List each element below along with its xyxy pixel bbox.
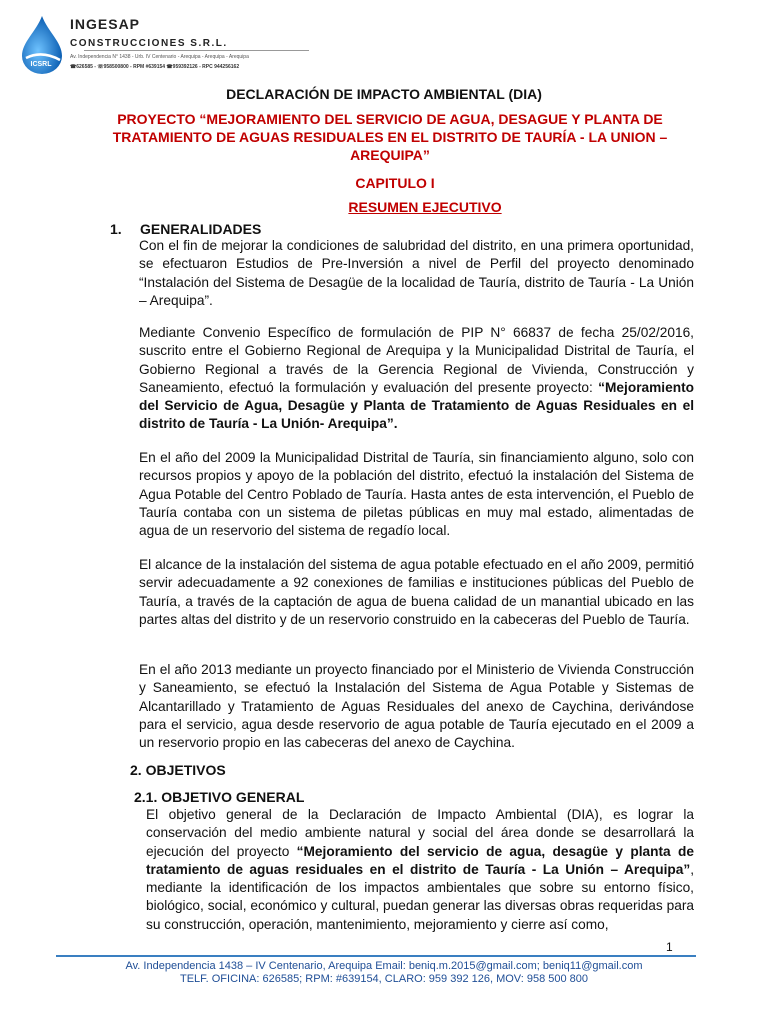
letterhead — [14, 14, 314, 84]
footer-divider — [56, 955, 696, 957]
paragraph-6-text-a: El objetivo general de la Declaración de Impacto Ambiental (DIA), es lograr la conservación del medio ambiente natural y social del área donde se desarrollará la ejecución del proyecto — [146, 807, 694, 859]
document-title: DECLARACIÓN DE IMPACTO AMBIENTAL (DIA) — [226, 86, 542, 102]
project-title: PROYECTO “MEJORAMIENTO DEL SERVICIO DE AGUA, DESAGUE Y PLANTA DE TRATAMIENTO DE AGUAS RESIDUALES EN EL DISTRITO DE TAURÍA - LA UNION – AREQUIPA” — [112, 111, 668, 163]
subsection-heading-objetivo-general: 2.1. OBJETIVO GENERAL — [134, 789, 305, 805]
paragraph-1: Con el fin de mejorar la condiciones de salubridad del distrito, en una primera oportunidad, se efectuaron Estudios de Pre-Inversión a nivel de Perfil del proyecto denominado “Instalación del Sistema de Desagüe de la localidad de Tauría, distrito de Tauría - La Unión – Arequipa”. — [139, 238, 694, 308]
paragraph-6 — [146, 806, 694, 934]
company-subtitle: CONSTRUCCIONES S.R.L. — [70, 38, 228, 49]
company-phones: ☎626585 - ☏958500800 - RPM #639154 ☎959392126 - RPC 944256162 — [70, 64, 240, 70]
company-address: Av. Independencia N° 1438 - Urb. IV Centenario - Arequipa - Arequipa - Arequipa — [70, 54, 249, 60]
chapter-heading: CAPITULO I — [355, 175, 435, 191]
paragraph-5: En el año 2013 mediante un proyecto financiado por el Ministerio de Vivienda Construcción y Saneamiento, se efectuó la Instalación del Sistema de Agua Potable y Sistemas de Alcantarillado y Tratamiento de Aguas Residuales del anexo de Caychina, derivándose para el servicio, agua desde reservorio de agua potable de Tauría ejecutado en el 2009 a un reservorio propio en las cabeceras del anexo de Caychina. — [139, 662, 694, 751]
section-heading-generalidades — [110, 221, 261, 237]
company-logo — [14, 14, 66, 74]
header-divider — [84, 50, 309, 51]
summary-heading: RESUMEN EJECUTIVO — [348, 199, 502, 215]
paragraph-6-text-c: , mediante la identificación de los impactos ambientales que sobre su entorno físico, biológico, social, económico y cultural, puedan generar las diversas obras requeridas para su construcción, operación, mantenimiento, mejoramiento y cierre así como, — [146, 861, 694, 932]
paragraph-3: En el año del 2009 la Municipalidad Distrital de Tauría, sin financiamiento alguno, solo con recursos propios y apoyo de la población del distrito, efectuó la instalación del Sistema de Agua Potable del Centro Poblado de Tauría. Hasta antes de esta intervención, el Pueblo de Tauría contaba con un sistema de piletas públicas en muy mal estado, alimentadas de agua de un reservorio del sistema de regadío local. — [139, 450, 694, 539]
paragraph-6-project-name: “Mejoramiento del servicio de agua, desagüe y planta de tratamiento de aguas residuales en el distrito de Tauría - La Unión – Arequipa” — [146, 843, 694, 877]
footer-address: Av. Independencia 1438 – IV Centenario, Arequipa Email: beniq.m.2015@gmail.com; beniq11@gmail.com — [125, 960, 643, 972]
section-number: 1. — [110, 221, 122, 237]
paragraph-2-text: Mediante Convenio Específico de formulación de PIP N° 66837 de fecha 25/02/2016, suscrito entre el Gobierno Regional de Arequipa y la Municipalidad Distrital de Tauría, el Gobierno Regional a través de la Gerencia Regional de Vivienda, Construcción y Saneamiento, efectuó la formulación y evaluación del presente proyecto: — [139, 325, 694, 395]
paragraph-2-project-name: “Mejoramiento del Servicio de Agua, Desagüe y Planta de Tratamiento de Aguas Residuales en el distrito de Tauría - La Unión- Arequipa”. — [139, 379, 694, 432]
page-number: 1 — [666, 940, 673, 954]
logo-text: ICSRL — [30, 61, 52, 68]
paragraph-4: El alcance de la instalación del sistema de agua potable efectuado en el año 2009, permitió servir adecuadamente a 92 conexiones de familias e instituciones públicas del Pueblo de Tauría, a través de la captación de agua de buena calidad de un manantial ubicado en las partes altas del distrito y de un reservorio construido en la cabeceras del Pueblo de Tauría. — [139, 557, 694, 627]
company-name: INGESAP — [70, 16, 141, 32]
footer-phones: TELF. OFICINA: 626585; RPM: #639154, CLARO: 959 392 126, MOV: 958 500 800 — [179, 973, 589, 985]
section-heading-objetivos: 2. OBJETIVOS — [130, 762, 226, 778]
section-title: GENERALIDADES — [140, 221, 262, 237]
paragraph-2 — [139, 324, 694, 434]
